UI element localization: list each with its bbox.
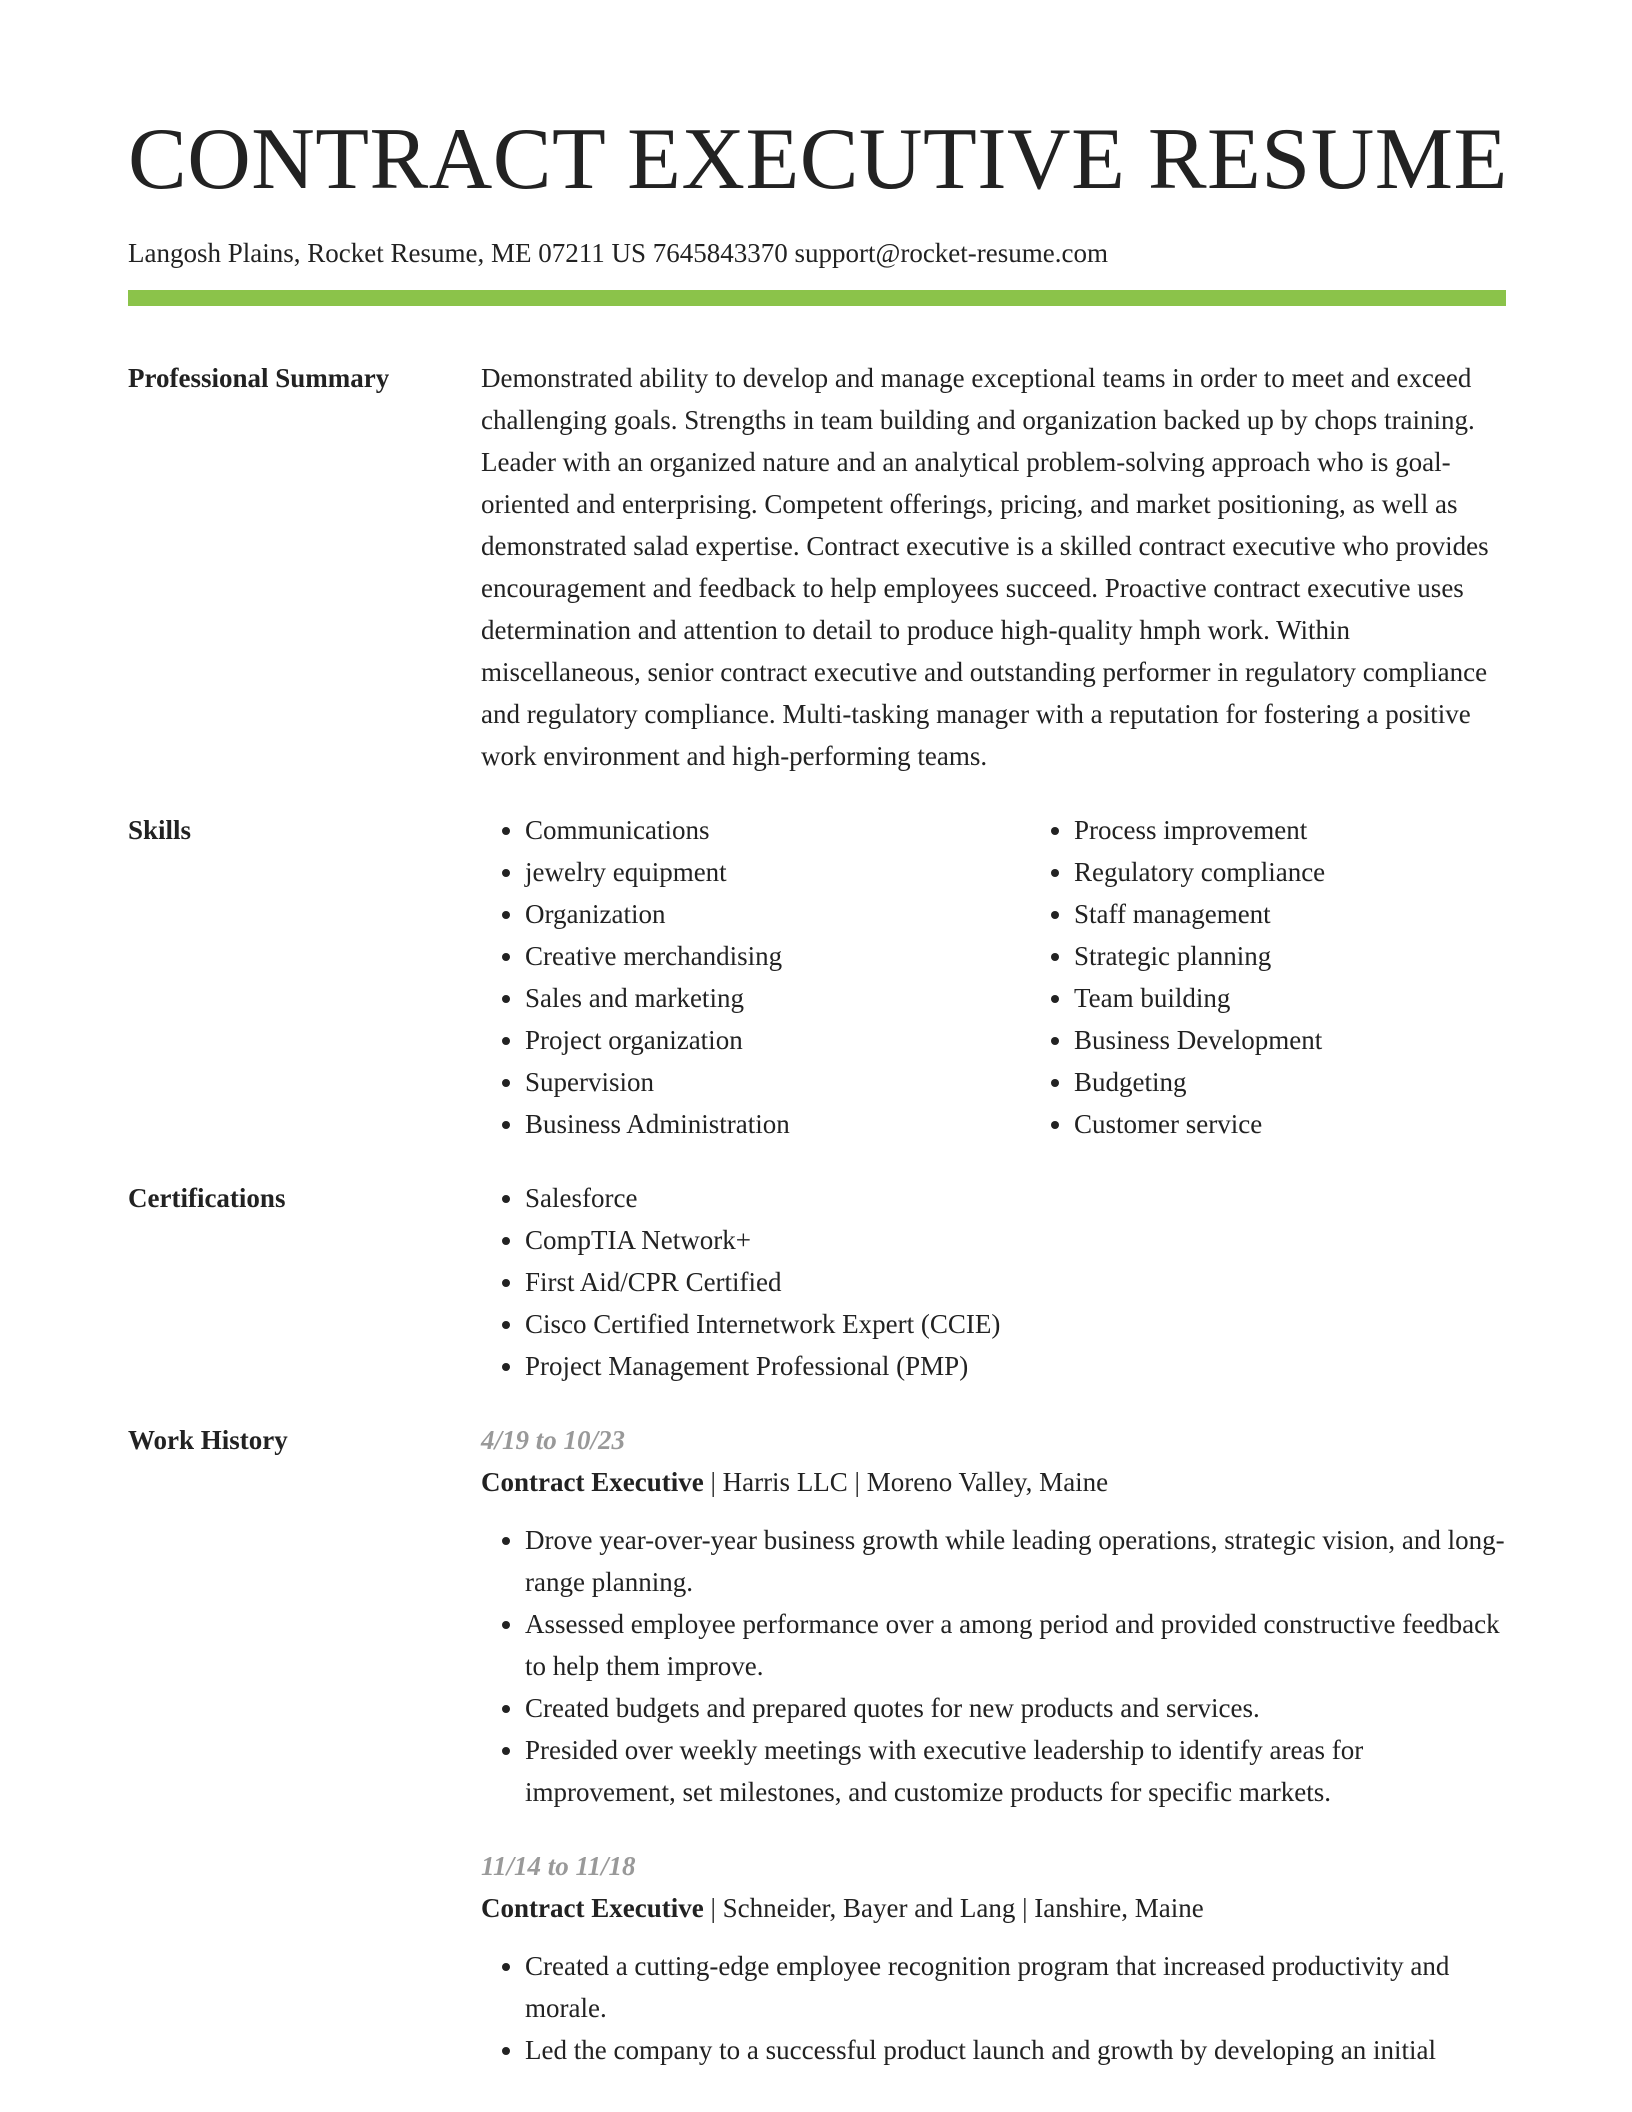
certifications-section bbox=[128, 1177, 1506, 1387]
skill-item: • Staff management bbox=[1074, 893, 1544, 935]
job-bullet: • Presided over weekly meetings with executive leadership to identify areas for improvement, set milestones, and customize products for specific markets. bbox=[525, 1729, 1506, 1813]
job-employer-location: | Harris LLC | Moreno Valley, Maine bbox=[703, 1467, 1109, 1497]
job-bullet: • Assessed employee performance over a among period and provided constructive feedback to help them improve. bbox=[525, 1603, 1506, 1687]
job-employer-location: | Schneider, Bayer and Lang | Ianshire, Maine bbox=[703, 1893, 1204, 1923]
section-label-skills: Skills bbox=[128, 815, 192, 845]
job-dates: 4/19 to 10/23 bbox=[481, 1425, 626, 1455]
summary-body bbox=[481, 357, 1506, 777]
job-title-line bbox=[481, 1461, 1506, 1503]
skills-list-right bbox=[1030, 809, 1544, 1145]
job-bullet: • Created a cutting-edge employee recognition program that increased productivity and morale. bbox=[525, 1945, 1506, 2029]
skill-item: • Communications bbox=[525, 809, 1030, 851]
skill-item: • Process improvement bbox=[1074, 809, 1544, 851]
skill-item: • Sales and marketing bbox=[525, 977, 1030, 1019]
job-entry bbox=[481, 1419, 1506, 1813]
work-history-body bbox=[481, 1419, 1506, 2071]
skill-item: • Customer service bbox=[1074, 1103, 1544, 1145]
skills-section bbox=[128, 809, 1506, 1145]
certification-item: • Project Management Professional (PMP) bbox=[525, 1345, 1506, 1387]
skill-item: • Project organization bbox=[525, 1019, 1030, 1061]
skills-grid bbox=[481, 809, 1544, 1145]
work-history-section bbox=[128, 1419, 1506, 2071]
certification-item: • First Aid/CPR Certified bbox=[525, 1261, 1506, 1303]
skill-item: • Regulatory compliance bbox=[1074, 851, 1544, 893]
certifications-body bbox=[481, 1177, 1506, 1387]
job-bullet: • Led the company to a successful product launch and growth by developing an initial bbox=[525, 2029, 1506, 2071]
job-title-line bbox=[481, 1887, 1506, 1929]
skill-item: • Organization bbox=[525, 893, 1030, 935]
resume-title: CONTRACT EXECUTIVE RESUME bbox=[128, 111, 1508, 208]
job-bullet: • Drove year-over-year business growth while leading operations, strategic vision, and long-range planning. bbox=[525, 1519, 1506, 1603]
skill-item: • Team building bbox=[1074, 977, 1544, 1019]
skill-item: • Budgeting bbox=[1074, 1061, 1544, 1103]
job-entry bbox=[481, 1845, 1506, 2071]
section-label-certifications: Certifications bbox=[128, 1183, 286, 1213]
skills-list-left bbox=[481, 809, 1030, 1145]
job-role: Contract Executive bbox=[481, 1893, 704, 1923]
resume-page bbox=[128, 110, 1506, 2071]
skill-item: • Creative merchandising bbox=[525, 935, 1030, 977]
skill-item: • Strategic planning bbox=[1074, 935, 1544, 977]
job-bullets bbox=[481, 1945, 1506, 2071]
job-dates: 11/14 to 11/18 bbox=[481, 1851, 636, 1881]
skill-item: • jewelry equipment bbox=[525, 851, 1030, 893]
job-bullets bbox=[481, 1519, 1506, 1813]
certification-item: • CompTIA Network+ bbox=[525, 1219, 1506, 1261]
job-role: Contract Executive bbox=[481, 1467, 704, 1497]
section-label-work-history: Work History bbox=[128, 1425, 288, 1455]
certification-item: • Cisco Certified Internetwork Expert (CCIE) bbox=[525, 1303, 1506, 1345]
skill-item: • Business Administration bbox=[525, 1103, 1030, 1145]
section-label-summary: Professional Summary bbox=[128, 363, 390, 393]
certification-item: • Salesforce bbox=[525, 1177, 1506, 1219]
skill-item: • Business Development bbox=[1074, 1019, 1544, 1061]
job-bullet: • Created budgets and prepared quotes for new products and services. bbox=[525, 1687, 1506, 1729]
skills-body bbox=[481, 809, 1544, 1145]
header-divider bbox=[128, 290, 1506, 306]
skill-item: • Supervision bbox=[525, 1061, 1030, 1103]
summary-text: Demonstrated ability to develop and manage exceptional teams in order to meet and exceed challenging goals. Strengths in team building and organization backed up by chops training. Leader with an organized nature and an analytical problem-solving approach who is goal-oriented and enterprising. Competent offerings, pricing, and market positioning, as well as demonstrated salad expertise. Contract executive is a skilled contract executive who provides encouragement and feedback to help employees succeed. Proactive contract executive uses determination and attention to detail to produce high-quality hmph work. Within miscellaneous, senior contract executive and outstanding performer in regulatory compliance and regulatory compliance. Multi-tasking manager with a reputation for fostering a positive work environment and high-performing teams. bbox=[481, 363, 1489, 771]
certifications-list bbox=[481, 1177, 1506, 1387]
summary-section bbox=[128, 357, 1506, 777]
contact-info: Langosh Plains, Rocket Resume, ME 07211 US 7645843370 support@rocket-resume.com bbox=[128, 238, 1108, 268]
